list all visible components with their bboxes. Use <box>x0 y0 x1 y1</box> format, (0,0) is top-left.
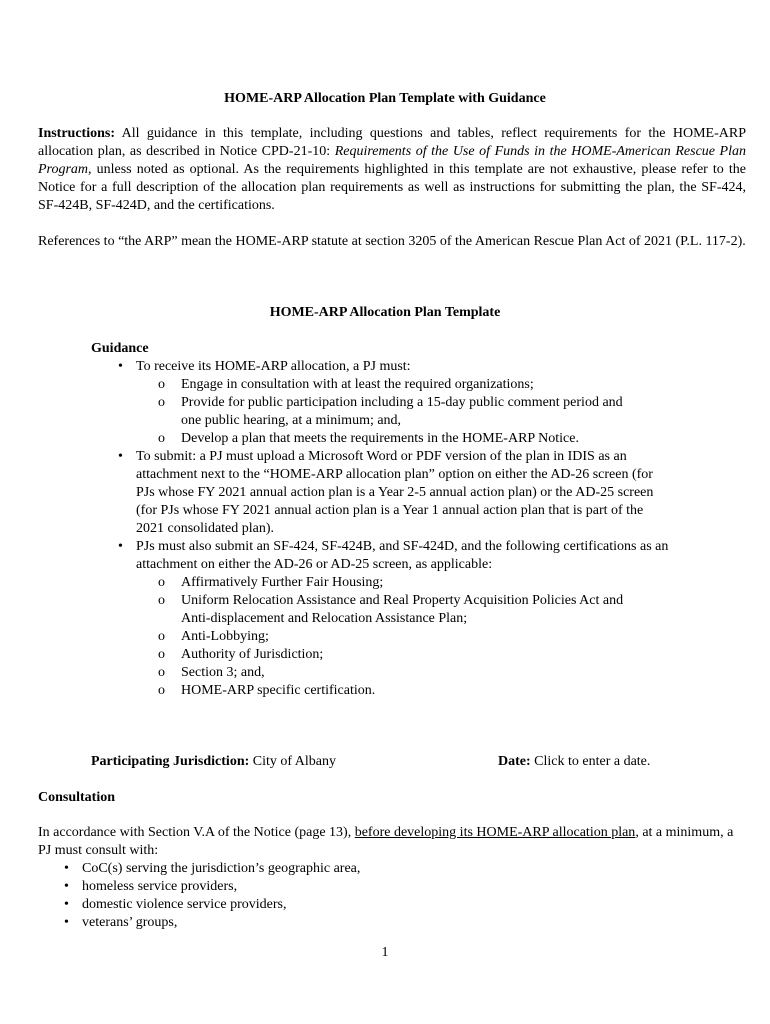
list-item: o Develop a plan that meets the requirements in the HOME-ARP Notice. <box>158 430 631 448</box>
list-item: • domestic violence service providers, <box>60 896 660 914</box>
consultation-paragraph <box>38 824 746 860</box>
consultation-list <box>60 860 660 932</box>
guidance-bullet-2 <box>114 448 674 538</box>
consultation-underlined-text: before developing its HOME-ARP allocation plan <box>354 825 636 840</box>
instructions-text-1: All guidance in this template, including questions and tables, reflect requirements for the HOME-ARP allocation plan, as described in Notice CPD-21-10: <box>38 126 746 159</box>
list-item: • veterans’ groups, <box>60 914 660 932</box>
instructions-text-2: , unless noted as optional. As the requirements highlighted in this template are not exhaustive, please refer to the Notice for a full description of the allocation plan requirements as well as instructions for submitting the plan, the SF-424, SF-424B, SF-424D, and the certifications. <box>38 162 746 213</box>
list-item: • CoC(s) serving the jurisdiction’s geographic area, <box>60 860 660 878</box>
list-item: o Uniform Relocation Assistance and Real Property Acquisition Policies Act and Anti-displacement and Relocation Assistance Plan; <box>158 592 631 628</box>
guidance-bullet-2-text: To submit: a PJ must upload a Microsoft Word or PDF version of the plan in IDIS as an attachment next to the “HOME-ARP allocation plan” option on either the AD-26 screen (for PJs whose FY 2021 annual action plan is a Year 2-5 annual action plan) or the AD-25 screen (for PJs whose FY 2021 annual action plan is a Year 1 annual action plan that is part of the 2021 consolidated plan). <box>136 449 654 536</box>
list-item: o Affirmatively Further Fair Housing; <box>158 574 631 592</box>
guidance-list <box>114 358 674 700</box>
guidance-bullet-1 <box>114 358 674 448</box>
list-item: • homeless service providers, <box>60 878 660 896</box>
date-label: Date: <box>498 754 531 769</box>
participating-jurisdiction-label: Participating Jurisdiction: <box>91 754 250 769</box>
consultation-text-2: , at a minimum, a PJ must consult with: <box>38 825 734 858</box>
participating-jurisdiction-field <box>91 753 336 771</box>
guidance-heading: Guidance <box>91 341 149 356</box>
list-item: o Section 3; and, <box>158 664 631 682</box>
instructions-notice-title: Requirements of the Use of Funds in the HOME-American Rescue Plan Program <box>38 144 747 177</box>
main-title: HOME-ARP Allocation Plan Template with Guidance <box>224 91 546 106</box>
guidance-bullet-3-text: PJs must also submit an SF-424, SF-424B, and SF-424D, and the following certifications as an attachment on either the AD-26 or AD-25 screen, as applicable: <box>136 539 669 572</box>
page-number: 1 <box>381 945 389 960</box>
guidance-bullet-1-text: To receive its HOME-ARP allocation, a PJ must: <box>136 359 411 374</box>
references-paragraph: References to “the ARP” mean the HOME-ARP statute at section 3205 of the American Rescue Plan Act of 2021 (P.L. 117-2). <box>38 234 746 249</box>
guidance-bullet-3-sublist <box>136 574 631 700</box>
guidance-bullet-3 <box>114 538 674 700</box>
list-item: o Provide for public participation including a 15-day public comment period and one public hearing, at a minimum; and, <box>158 394 631 430</box>
list-item: o HOME-ARP specific certification. <box>158 682 631 700</box>
instructions-paragraph <box>38 125 746 215</box>
guidance-bullet-1-sublist <box>136 376 631 448</box>
consultation-heading: Consultation <box>38 790 116 805</box>
list-item: o Anti-Lobbying; <box>158 628 631 646</box>
participating-jurisdiction-value[interactable]: City of Albany <box>249 754 337 769</box>
list-item: o Authority of Jurisdiction; <box>158 646 631 664</box>
date-field <box>498 753 650 771</box>
date-picker-placeholder[interactable]: Click to enter a date. <box>530 754 651 769</box>
template-title: HOME-ARP Allocation Plan Template <box>269 305 501 320</box>
list-item: o Engage in consultation with at least the required organizations; <box>158 376 631 394</box>
consultation-text-1: In accordance with Section V.A of the Notice (page 13), <box>38 825 355 840</box>
instructions-label: Instructions: <box>38 126 116 141</box>
